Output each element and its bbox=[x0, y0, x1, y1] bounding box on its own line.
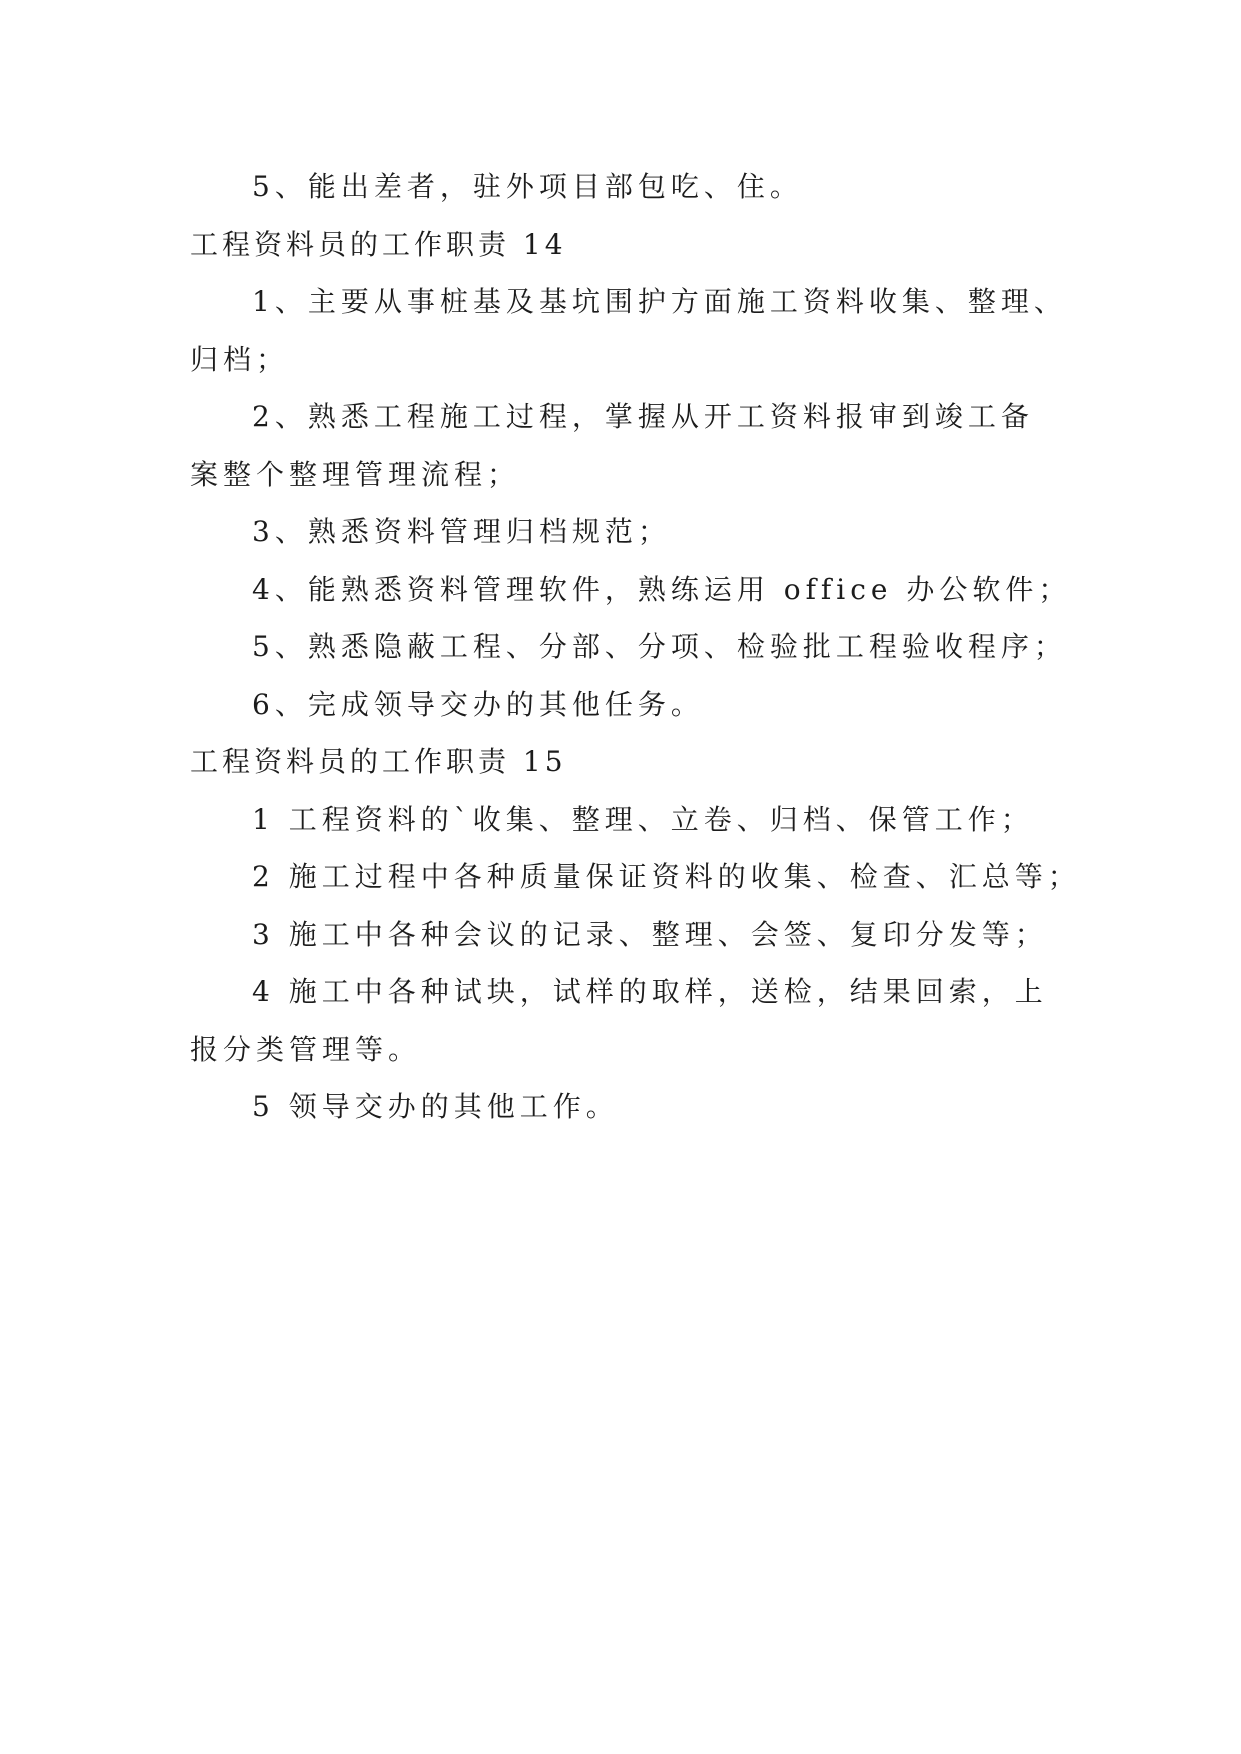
text-line: 案整个整理管理流程； bbox=[190, 457, 521, 491]
document-body bbox=[190, 158, 1080, 1136]
text-line: 5、能出差者，驻外项目部包吃、住。 bbox=[252, 170, 803, 203]
text-line: 归档； bbox=[190, 342, 290, 376]
text-line: 5、熟悉隐蔽工程、分部、分项、检验批工程验收程序； bbox=[252, 630, 1067, 663]
section-heading: 工程资料员的工作职责 15 bbox=[190, 745, 567, 778]
text-line: 3、熟悉资料管理归档规范； bbox=[252, 515, 671, 548]
text-line: 4、能熟悉资料管理软件，熟练运用 office 办公软件； bbox=[252, 572, 1072, 606]
text-line: 3 施工中各种会议的记录、整理、会签、复印分发等； bbox=[252, 917, 1048, 951]
text-line: 2 施工过程中各种质量保证资料的收集、检查、汇总等； bbox=[252, 860, 1081, 893]
text-line: 4 施工中各种试块，试样的取样，送检，结果回索，上 bbox=[252, 975, 1048, 1008]
section-heading: 工程资料员的工作职责 14 bbox=[190, 227, 567, 261]
text-line: 1 工程资料的`收集、整理、立卷、归档、保管工作； bbox=[252, 802, 1034, 836]
text-line: 1、主要从事桩基及基坑围护方面施工资料收集、整理、 bbox=[252, 285, 1067, 318]
text-line: 2、熟悉工程施工过程，掌握从开工资料报审到竣工备 bbox=[252, 400, 1034, 433]
text-line: 6、完成领导交办的其他任务。 bbox=[252, 687, 704, 721]
text-line: 报分类管理等。 bbox=[190, 1032, 422, 1066]
text-line: 5 领导交办的其他工作。 bbox=[252, 1090, 619, 1123]
